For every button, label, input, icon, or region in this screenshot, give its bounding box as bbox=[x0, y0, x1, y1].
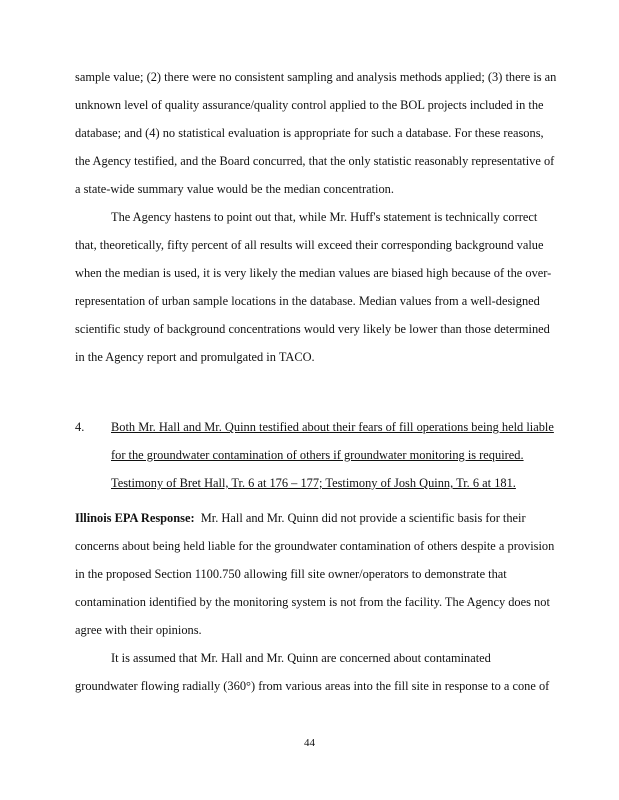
text-line: It is assumed that Mr. Hall and Mr. Quinn are concerned about contaminated bbox=[111, 651, 491, 665]
response-label: Illinois EPA Response: bbox=[75, 511, 195, 525]
text-line: that, theoretically, fifty percent of all results will exceed their corresponding background value bbox=[75, 238, 544, 252]
text-line: in the proposed Section 1100.750 allowing fill site owner/operators to demonstrate that bbox=[75, 567, 507, 581]
text-line: agree with their opinions. bbox=[75, 623, 202, 637]
item-citation: Testimony of Bret Hall, Tr. 6 at 176 – 177; Testimony of Josh Quinn, Tr. 6 at 181. bbox=[111, 476, 516, 490]
text-line: when the median is used, it is very likely the median values are biased high because of the over- bbox=[75, 266, 552, 280]
text-line: representation of urban sample locations in the database. Median values from a well-designed bbox=[75, 294, 540, 308]
text-line: sample value; (2) there were no consistent sampling and analysis methods applied; (3) there is an bbox=[75, 70, 557, 84]
response-text: Mr. Hall and Mr. Quinn did not provide a scientific basis for their bbox=[200, 511, 526, 525]
item-text-line: for the groundwater contamination of others if groundwater monitoring is required. bbox=[111, 448, 524, 462]
text-line: The Agency hastens to point out that, while Mr. Huff's statement is technically correct bbox=[111, 210, 538, 224]
text-line: contamination identified by the monitoring system is not from the facility. The Agency does not bbox=[75, 595, 550, 609]
page-number: 44 bbox=[304, 737, 315, 749]
item-number: 4. bbox=[75, 420, 85, 434]
item-text-line: Both Mr. Hall and Mr. Quinn testified about their fears of fill operations being held liable bbox=[111, 420, 554, 434]
text-line: unknown level of quality assurance/quality control applied to the BOL projects included in the bbox=[75, 98, 544, 112]
text-line: groundwater flowing radially (360°) from various areas into the fill site in response to a cone of bbox=[75, 679, 550, 693]
text-line: a state-wide summary value would be the median concentration. bbox=[75, 182, 394, 196]
text-line: concerns about being held liable for the groundwater contamination of others despite a provision bbox=[75, 539, 555, 553]
text-line: database; and (4) no statistical evaluation is appropriate for such a database. For these reasons, bbox=[75, 126, 544, 140]
text-line: the Agency testified, and the Board concurred, that the only statistic reasonably representative of bbox=[75, 154, 555, 168]
text-line bbox=[75, 511, 526, 525]
text-line: in the Agency report and promulgated in TACO. bbox=[75, 350, 315, 364]
text-line: scientific study of background concentrations would very likely be lower than those determined bbox=[75, 322, 550, 336]
